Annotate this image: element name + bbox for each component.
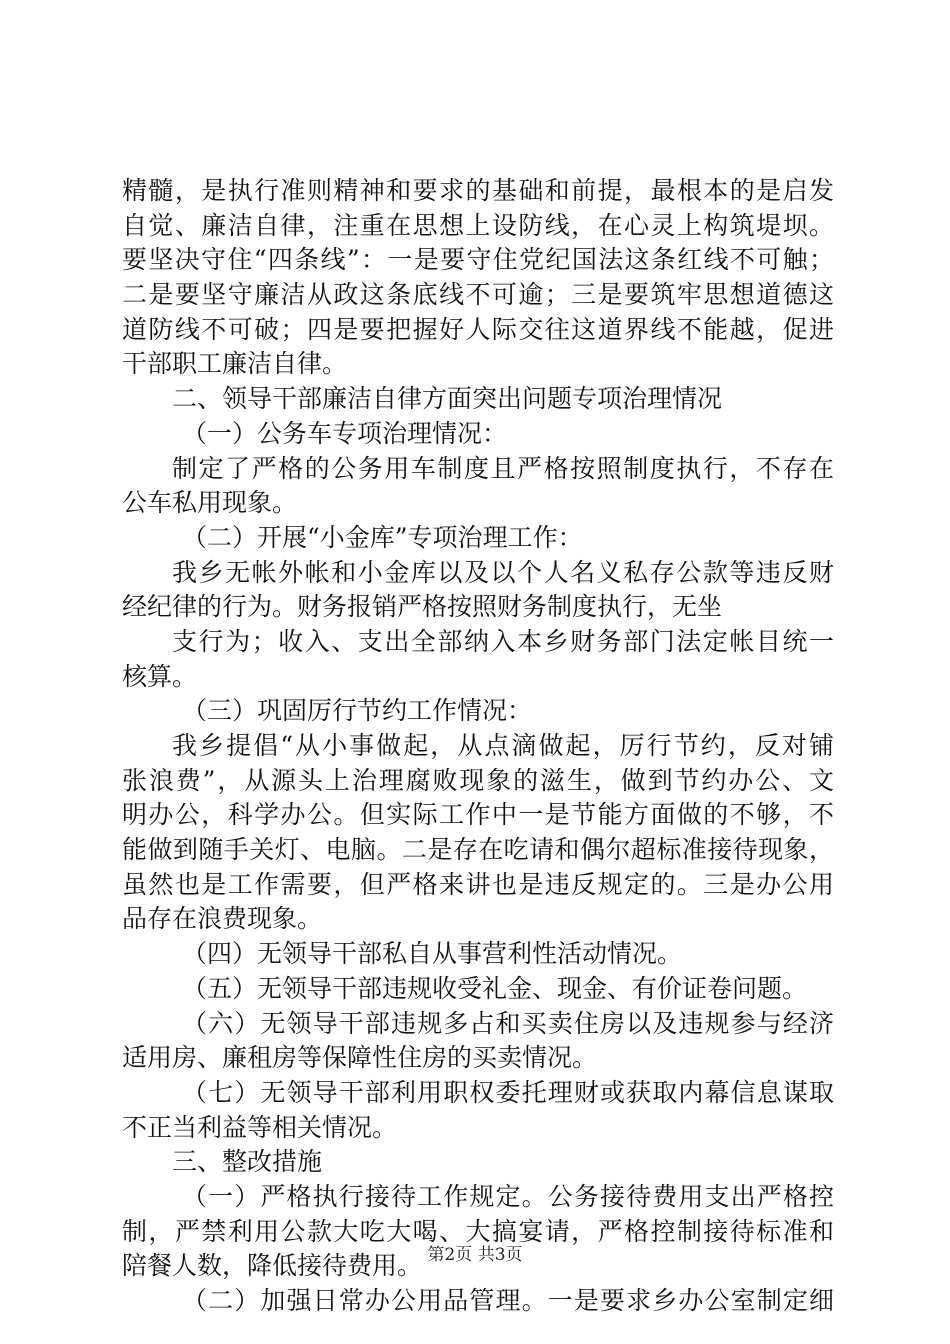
document-body	[122, 174, 834, 1319]
text-line: 能做到随手关灯、电脑。二是存在吃请和偶尔超标准接待现象，	[122, 835, 834, 865]
subsection-item: （六）无领导干部违规多占和买卖住房以及违规参与经济	[182, 1008, 834, 1038]
text-line: 我乡提倡“从小事做起，从点滴做起，厉行节约，反对铺	[172, 731, 834, 760]
subsection-heading: （三）巩固厉行节约工作情况：	[182, 696, 533, 726]
text-line: 不正当利益等相关情况。	[122, 1112, 398, 1142]
text-line: 制，严禁利用公款大吃大喝、大搞宴请，严格控制接待标准和	[122, 1216, 834, 1246]
section-heading: 二、领导干部廉洁自律方面突出问题专项治理情况	[172, 384, 723, 414]
subsection-item: （二）加强日常办公用品管理。一是要求乡办公室制定细	[182, 1286, 834, 1315]
text-line: 二是要坚守廉洁从政这条底线不可逾；三是要筑牢思想道德这	[122, 280, 834, 310]
text-line: 虽然也是工作需要，但严格来讲也是违反规定的。三是办公用	[122, 869, 834, 899]
subsection-item: （五）无领导干部违规收受礼金、现金、有价证卷问题。	[182, 973, 808, 1003]
subsection-item: （一）严格执行接待工作规定。公务接待费用支出严格控	[182, 1181, 834, 1211]
text-line: 精髓，是执行准则精神和要求的基础和前提，最根本的是启发	[122, 176, 834, 205]
subsection-heading: （二）开展“小金库”专项治理工作：	[182, 522, 583, 552]
section-heading: 三、整改措施	[172, 1147, 323, 1177]
text-line: 张浪费”，从源头上治理腐败现象的滋生，做到节约办公、文	[122, 765, 834, 795]
text-line: 品存在浪费现象。	[122, 904, 323, 934]
text-line: 公车私用现象。	[122, 488, 298, 518]
text-line: 自觉、廉洁自律，注重在思想上设防线，在心灵上构筑堤坝。	[122, 210, 834, 240]
text-line: 陪餐人数，降低接待费用。	[122, 1251, 423, 1281]
text-line: 明办公，科学办公。但实际工作中一是节能方面做的不够，不	[122, 800, 834, 830]
text-line: 制定了严格的公务用车制度且严格按照制度执行，不存在	[172, 453, 834, 483]
text-line: 道防线不可破；四是要把握好人际交往这道界线不能越，促进	[122, 314, 834, 344]
text-line: 核算。	[122, 661, 198, 691]
text-line: 干部职工廉洁自律。	[122, 349, 348, 379]
text-line: 支行为；收入、支出全部纳入本乡财务部门法定帐目统一	[172, 626, 834, 656]
subsection-item: （七）无领导干部利用职权委托理财或获取内幕信息谋取	[182, 1077, 834, 1107]
subsection-item: （四）无领导干部私自从事营利性活动情况。	[182, 939, 683, 969]
text-line: 我乡无帐外帐和小金库以及以个人名义私存公款等违反财	[172, 557, 834, 587]
text-line: 要坚决守住“四条线”：一是要守住党纪国法这条红线不可触；	[122, 245, 834, 275]
subsection-heading: （一）公务车专项治理情况：	[182, 418, 508, 448]
text-line: 经纪律的行为。财务报销严格按照财务制度执行，无坐	[122, 592, 723, 622]
text-line: 适用房、廉租房等保障性住房的买卖情况。	[122, 1043, 598, 1073]
page-number-footer: 第2页 共3页	[427, 1245, 523, 1265]
